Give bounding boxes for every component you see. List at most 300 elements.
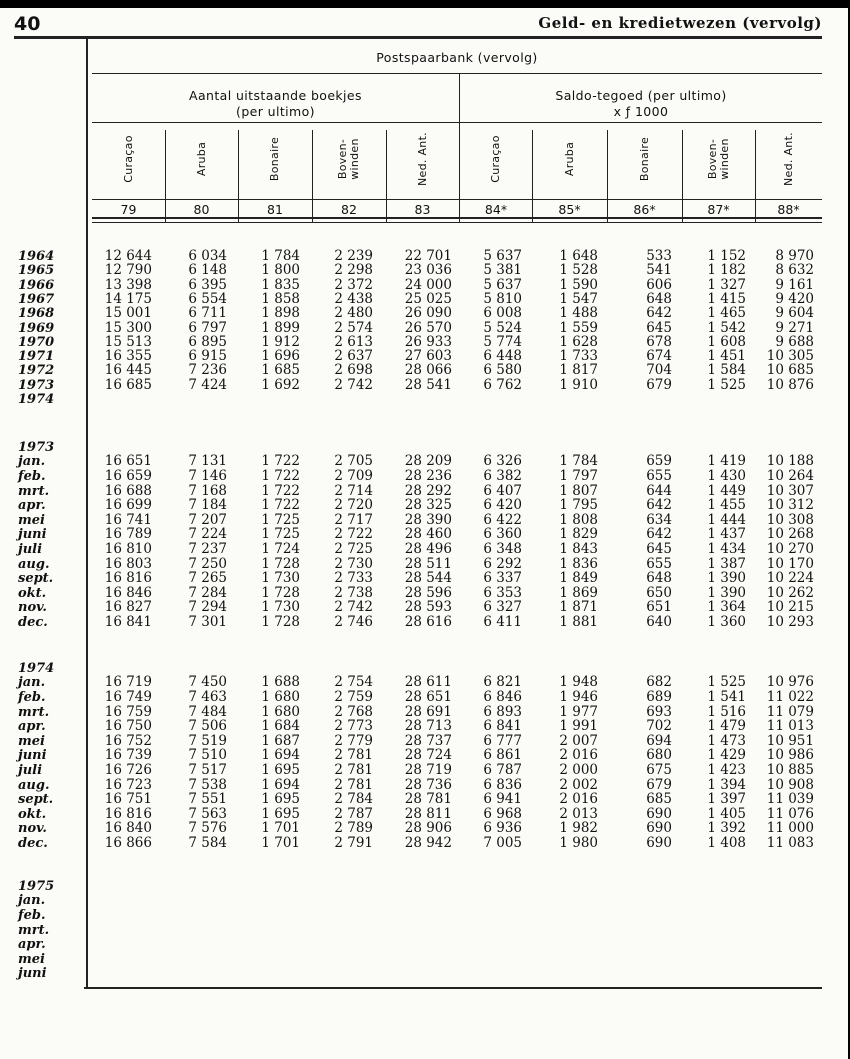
table-cell: 16 741 (104, 511, 152, 528)
row-label: jan. (18, 675, 46, 691)
table-cell: 1 899 (261, 319, 300, 336)
table-cell: 9 161 (775, 276, 814, 293)
table-cell: 2 754 (334, 674, 373, 691)
table-cell: 1 724 (261, 540, 300, 557)
table-cell: 16 751 (104, 791, 152, 808)
table-cell: 6 777 (483, 732, 522, 749)
table-cell: 1 390 (707, 570, 746, 587)
table-cell: 11 000 (766, 820, 814, 837)
table-cell: 1 390 (707, 584, 746, 601)
table-cell: 2 791 (334, 834, 373, 851)
column-name: Aruba (194, 141, 208, 177)
table-cell: 1 843 (559, 540, 598, 557)
group1-line1: Aantal uitstaande boekjes (189, 88, 362, 103)
table-cell: 690 (646, 820, 672, 837)
table-cell: 22 701 (404, 248, 452, 264)
bottom-rule (84, 987, 822, 989)
table-cell: 694 (646, 732, 672, 749)
table-cell: 28 691 (404, 703, 452, 720)
row-label: mrt. (18, 704, 50, 720)
row-label: mrt. (18, 922, 50, 938)
table-cell: 1 542 (707, 319, 746, 336)
table-cell: 6 841 (483, 718, 522, 735)
table-cell: 1 525 (707, 376, 746, 393)
table-cell: 10 262 (766, 584, 814, 601)
table-cell: 644 (646, 482, 672, 499)
row-label: sept. (18, 792, 54, 808)
table-cell: 10 307 (766, 482, 814, 499)
table-cell: 7 207 (188, 511, 227, 528)
table-cell: 26 090 (404, 305, 452, 322)
table-cell: 1 516 (707, 703, 746, 720)
row-label: 1968 (18, 306, 55, 322)
column-name: Aruba (562, 141, 576, 177)
table-cell: 7 510 (188, 747, 227, 764)
table-cell: 1 429 (707, 747, 746, 764)
column-name: Boven- winden (705, 138, 731, 180)
table-cell: 6 353 (483, 584, 522, 601)
table-cell: 1 977 (559, 703, 598, 720)
table-cell: 2 759 (334, 688, 373, 705)
table-cell: 1 725 (261, 511, 300, 528)
row-label: okt. (18, 585, 47, 601)
table-cell: 6 936 (483, 820, 522, 837)
table-cell: 1 800 (261, 262, 300, 279)
table-cell: 2 787 (334, 805, 373, 822)
table-cell: 7 265 (188, 570, 227, 587)
table-cell: 28 737 (404, 732, 452, 749)
table-cell: 16 688 (104, 482, 152, 499)
table-cell: 1 680 (261, 703, 300, 720)
table-cell: 6 846 (483, 688, 522, 705)
table-cell: 16 810 (104, 540, 152, 557)
table-cell: 640 (646, 613, 672, 630)
table-cell: 675 (646, 761, 672, 778)
table-cell: 10 876 (766, 376, 814, 393)
table-cell: 1 541 (707, 688, 746, 705)
table-cell: 7 294 (188, 599, 227, 616)
table-cell: 16 846 (104, 584, 152, 601)
table-cell: 10 308 (766, 511, 814, 528)
table-cell: 6 941 (483, 791, 522, 808)
table-cell: 1 898 (261, 305, 300, 322)
table-cell: 16 816 (104, 570, 152, 587)
table-cell: 2 738 (334, 584, 373, 601)
table-cell: 1 465 (707, 305, 746, 322)
table-cell: 2 781 (334, 776, 373, 793)
table-cell: 6 148 (188, 262, 227, 279)
column-name: Curaçao (121, 135, 135, 183)
row-label: feb. (18, 689, 46, 705)
column-name: Ned. Ant. (415, 132, 429, 186)
table-cell: 10 951 (766, 732, 814, 749)
table-cell: 1 946 (559, 688, 598, 705)
table-cell: 1 394 (707, 776, 746, 793)
table-cell: 689 (646, 688, 672, 705)
table-cell: 2 781 (334, 761, 373, 778)
table-cell: 15 001 (104, 305, 152, 322)
table-cell: 1 728 (261, 584, 300, 601)
table-cell: 606 (646, 276, 672, 293)
table-cell: 1 733 (559, 348, 598, 365)
table-cell: 16 699 (104, 497, 152, 514)
table-cell: 6 895 (188, 333, 227, 350)
table-cell: 16 445 (104, 362, 152, 379)
table-cell: 1 795 (559, 497, 598, 514)
table-cell: 1 722 (261, 467, 300, 484)
table-cell: 1 525 (707, 674, 746, 691)
table-cell: 1 437 (707, 526, 746, 543)
table-cell: 6 893 (483, 703, 522, 720)
table-cell: 1 608 (707, 333, 746, 350)
table-cell: 1 694 (261, 747, 300, 764)
table-cell: 6 360 (483, 526, 522, 543)
table-cell: 2 574 (334, 319, 373, 336)
table-cell: 1 836 (559, 555, 598, 572)
table-cell: 2 714 (334, 482, 373, 499)
table-cell: 642 (646, 305, 672, 322)
table-cell: 541 (646, 262, 672, 279)
table-cell: 25 025 (404, 290, 452, 307)
table-cell: 1 559 (559, 319, 598, 336)
table-cell: 6 787 (483, 761, 522, 778)
header-rule-4 (92, 217, 822, 219)
table-cell: 16 803 (104, 555, 152, 572)
table-cell: 6 422 (483, 511, 522, 528)
table-cell: 1 701 (261, 834, 300, 851)
row-label: 1964 (18, 249, 55, 264)
table-cell: 648 (646, 570, 672, 587)
table-cell: 5 810 (483, 290, 522, 307)
table-cell: 1 912 (261, 333, 300, 350)
table-cell: 1 695 (261, 761, 300, 778)
table-cell: 28 325 (404, 497, 452, 514)
table-cell: 1 152 (707, 248, 746, 264)
table-cell: 16 752 (104, 732, 152, 749)
table-cell: 1 434 (707, 540, 746, 557)
table-cell: 2 742 (334, 376, 373, 393)
table-cell: 6 420 (483, 497, 522, 514)
table-cell: 7 237 (188, 540, 227, 557)
table-cell: 2 637 (334, 348, 373, 365)
table-cell: 1 449 (707, 482, 746, 499)
table-cell: 6 407 (483, 482, 522, 499)
row-label: aug. (18, 777, 50, 793)
table-cell: 10 224 (766, 570, 814, 587)
table-cell: 650 (646, 584, 672, 601)
table-cell: 28 611 (404, 674, 452, 691)
table-cell: 655 (646, 555, 672, 572)
row-label: juni (18, 527, 47, 543)
table-cell: 693 (646, 703, 672, 720)
table-cell: 6 382 (483, 467, 522, 484)
table-cell: 1 910 (559, 376, 598, 393)
table-cell: 6 348 (483, 540, 522, 557)
table-cell: 2 613 (334, 333, 373, 350)
table-cell: 23 036 (404, 262, 452, 279)
table-cell: 679 (646, 776, 672, 793)
table-cell: 28 811 (404, 805, 452, 822)
table-cell: 12 790 (104, 262, 152, 279)
row-label: 1971 (18, 349, 55, 365)
row-label: juli (18, 762, 43, 778)
table-cell: 1 423 (707, 761, 746, 778)
row-label: dec. (18, 835, 48, 851)
table-cell: 7 424 (188, 376, 227, 393)
column-name: Bonaire (268, 136, 281, 182)
group1-line2: (per ultimo) (236, 104, 315, 119)
table-cell: 7 484 (188, 703, 227, 720)
column-number: 88* (777, 202, 800, 217)
table-cell: 7 463 (188, 688, 227, 705)
table-cell: 11 083 (766, 834, 814, 851)
table-cell: 7 563 (188, 805, 227, 822)
table-cell: 2 298 (334, 262, 373, 279)
header-rule-3 (92, 199, 822, 200)
table-cell: 1 722 (261, 497, 300, 514)
table-cell: 28 292 (404, 482, 452, 499)
table-cell: 6 411 (483, 613, 522, 630)
table-cell: 6 762 (483, 376, 522, 393)
table-cell: 679 (646, 376, 672, 393)
running-title: Geld- en kredietwezen (vervolg) (538, 14, 822, 32)
table-cell: 1 817 (559, 362, 598, 379)
column-name: Bonaire (637, 136, 651, 182)
table-cell: 2 722 (334, 526, 373, 543)
column-name: Boven- winden (336, 138, 361, 180)
table-cell: 2 717 (334, 511, 373, 528)
table-cell: 16 749 (104, 688, 152, 705)
table-cell: 1 869 (559, 584, 598, 601)
table-cell: 16 726 (104, 761, 152, 778)
table-cell: 7 506 (188, 718, 227, 735)
table-cell: 2 372 (334, 276, 373, 293)
table-cell: 2 784 (334, 791, 373, 808)
table-cell: 6 580 (483, 362, 522, 379)
table-cell: 2 742 (334, 599, 373, 616)
table-cell: 10 293 (766, 613, 814, 630)
table-cell: 28 906 (404, 820, 452, 837)
table-cell: 2 725 (334, 540, 373, 557)
table-cell: 642 (646, 526, 672, 543)
table-cell: 2 698 (334, 362, 373, 379)
table-cell: 28 236 (404, 467, 452, 484)
table-cell: 1 408 (707, 834, 746, 851)
table-cell: 10 305 (766, 348, 814, 365)
table-cell: 9 271 (775, 319, 814, 336)
table-cell: 659 (646, 453, 672, 470)
table-cell: 28 781 (404, 791, 452, 808)
row-label: 1967 (18, 291, 55, 307)
table-cell: 2 779 (334, 732, 373, 749)
table-cell: 24 000 (404, 276, 452, 293)
table-cell: 9 420 (775, 290, 814, 307)
table-cell: 6 968 (483, 805, 522, 822)
row-label: dec. (18, 614, 48, 630)
table-cell: 5 381 (483, 262, 522, 279)
group1-title (92, 88, 459, 120)
table-cell: 678 (646, 333, 672, 350)
table-cell: 682 (646, 674, 672, 691)
table-cell: 10 215 (766, 599, 814, 616)
table-cell: 6 034 (188, 248, 227, 264)
table-cell: 2 709 (334, 467, 373, 484)
row-label: okt. (18, 806, 47, 822)
table-cell: 1 387 (707, 555, 746, 572)
table-cell: 7 519 (188, 732, 227, 749)
table-cell: 1 430 (707, 467, 746, 484)
table-cell: 1 980 (559, 834, 598, 851)
row-label: 1973 (18, 440, 55, 455)
table-cell: 5 524 (483, 319, 522, 336)
table-cell: 642 (646, 497, 672, 514)
table-cell: 10 986 (766, 747, 814, 764)
table-cell: 1 808 (559, 511, 598, 528)
table-cell: 1 807 (559, 482, 598, 499)
table-cell: 655 (646, 467, 672, 484)
header-rule-5 (92, 222, 822, 223)
table-cell: 16 827 (104, 599, 152, 616)
table-cell: 16 651 (104, 453, 152, 470)
table-cell: 6 395 (188, 276, 227, 293)
table-cell: 1 730 (261, 570, 300, 587)
table-cell: 2 002 (559, 776, 598, 793)
column-number: 84* (484, 202, 508, 217)
table-cell: 16 719 (104, 674, 152, 691)
table-cell: 11 013 (766, 718, 814, 735)
table-cell: 7 576 (188, 820, 227, 837)
table-cell: 2 746 (334, 613, 373, 630)
table-cell: 1 364 (707, 599, 746, 616)
table-cell: 1 695 (261, 791, 300, 808)
row-label: 1970 (18, 334, 55, 350)
table-cell: 1 797 (559, 467, 598, 484)
table-cell: 704 (646, 362, 672, 379)
table-cell: 2 016 (559, 791, 598, 808)
table-cell: 1 722 (261, 453, 300, 470)
table-cell: 1 730 (261, 599, 300, 616)
row-label: mei (18, 512, 45, 528)
table-cell: 7 250 (188, 555, 227, 572)
table-cell: 16 789 (104, 526, 152, 543)
table-cell: 6 327 (483, 599, 522, 616)
column-number: 85* (558, 202, 581, 217)
table-cell: 1 628 (559, 333, 598, 350)
table-cell: 16 723 (104, 776, 152, 793)
table-cell: 1 881 (559, 613, 598, 630)
table-cell: 28 209 (404, 453, 452, 470)
table-cell: 1 444 (707, 511, 746, 528)
table-cell: 6 821 (483, 674, 522, 691)
table-cell: 1 858 (261, 290, 300, 307)
table-title: Postspaarbank (vervolg) (376, 50, 538, 65)
table-cell: 9 604 (775, 305, 814, 322)
row-label: jan. (18, 893, 46, 909)
table-cell: 1 488 (559, 305, 598, 322)
table-cell: 16 841 (104, 613, 152, 630)
table-cell: 1 451 (707, 348, 746, 365)
table-cell: 2 705 (334, 453, 373, 470)
table-cell: 10 976 (766, 674, 814, 691)
table-cell: 7 301 (188, 613, 227, 630)
row-label: sept. (18, 571, 54, 587)
table-cell: 16 816 (104, 805, 152, 822)
table-cell: 1 479 (707, 718, 746, 735)
table-cell: 5 774 (483, 333, 522, 350)
group2-line1: Saldo-tegoed (per ultimo) (555, 88, 727, 103)
table-cell: 28 942 (404, 834, 452, 851)
table-cell: 1 784 (559, 453, 598, 470)
table-cell: 28 511 (404, 555, 452, 572)
table-cell: 28 616 (404, 613, 452, 630)
table-cell: 651 (646, 599, 672, 616)
table-cell: 1 991 (559, 718, 598, 735)
table-cell: 26 933 (404, 333, 452, 350)
row-label: aug. (18, 556, 50, 572)
row-label: 1965 (18, 263, 55, 279)
table-cell: 1 685 (261, 362, 300, 379)
table-cell: 2 013 (559, 805, 598, 822)
table-cell: 6 337 (483, 570, 522, 587)
table-cell: 8 970 (775, 248, 814, 264)
column-name: Curaçao (489, 135, 502, 183)
table-cell: 690 (646, 834, 672, 851)
table-cell: 1 835 (261, 276, 300, 293)
row-label: 1974 (18, 392, 55, 407)
table-cell: 2 773 (334, 718, 373, 735)
table-cell: 2 730 (334, 555, 373, 572)
table-cell: 1 528 (559, 262, 598, 279)
table-cell: 1 696 (261, 348, 300, 365)
table-cell: 1 648 (559, 248, 598, 264)
table-cell: 16 866 (104, 834, 152, 851)
table-cell: 10 885 (766, 761, 814, 778)
table-cell: 28 544 (404, 570, 452, 587)
table-cell: 7 551 (188, 791, 227, 808)
table-cell: 16 685 (104, 376, 152, 393)
table-cell: 7 005 (483, 834, 522, 851)
table-cell: 1 182 (707, 262, 746, 279)
table-cell: 1 547 (559, 290, 598, 307)
table-cell: 7 184 (188, 497, 227, 514)
table-cell: 28 713 (404, 718, 452, 735)
table-cell: 16 750 (104, 718, 152, 735)
table-cell: 2 720 (334, 497, 373, 514)
table-cell: 1 590 (559, 276, 598, 293)
row-label: mei (18, 951, 45, 967)
table-cell: 1 728 (261, 555, 300, 572)
column-number: 79 (120, 202, 137, 217)
table-cell: 1 684 (261, 718, 300, 735)
column-number: 81 (267, 202, 283, 217)
table-cell: 533 (646, 248, 672, 264)
table-cell: 2 000 (559, 761, 598, 778)
table-cell: 2 016 (559, 747, 598, 764)
row-label: 1974 (18, 661, 55, 676)
table-cell: 2 789 (334, 820, 373, 837)
row-label: jan. (18, 454, 46, 470)
table-cell: 12 644 (104, 248, 152, 264)
table-cell: 2 239 (334, 248, 373, 264)
row-label: juli (18, 541, 43, 557)
table-cell: 1 695 (261, 805, 300, 822)
table-cell: 1 701 (261, 820, 300, 837)
column-number: 87* (707, 202, 730, 217)
table-cell: 648 (646, 290, 672, 307)
table-cell: 15 300 (104, 319, 152, 336)
table-cell: 1 419 (707, 453, 746, 470)
table-cell: 6 711 (188, 305, 227, 322)
